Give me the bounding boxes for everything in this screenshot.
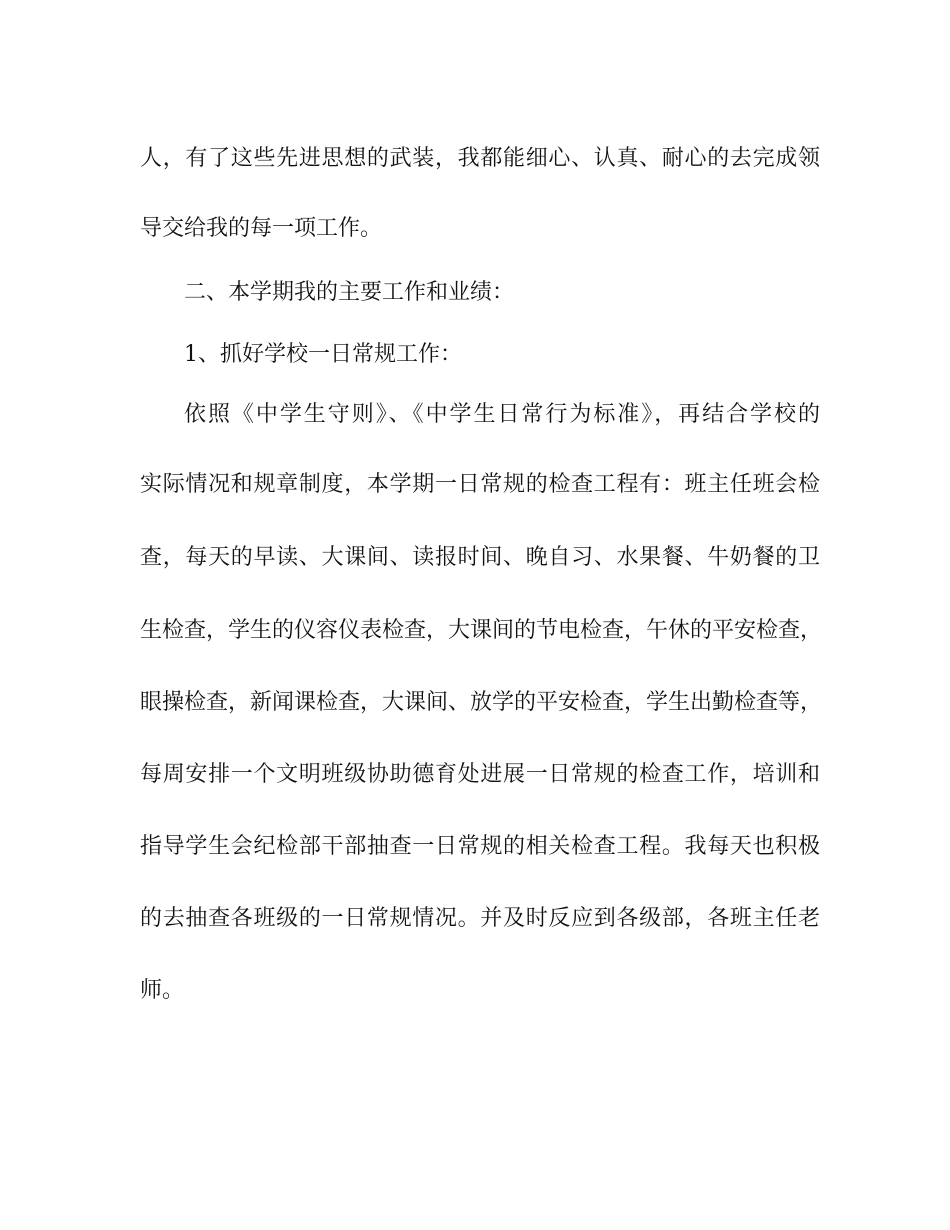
text-line-9: 眼操检查，新闻课检查，大课间、放学的平安检查，学生出勤检查等， [140, 690, 823, 715]
text-line-13: 师。 [140, 978, 185, 1003]
text-line-1: 人，有了这些先进思想的武装，我都能细心、认真、耐心的去完成领 [140, 146, 820, 171]
text-line-11: 指导学生会纪检部干部抽查一日常规的相关检查工程。我每天也积极 [140, 834, 820, 859]
text-line-8: 生检查，学生的仪容仪表检查，大课间的节电检查，午休的平安检查， [140, 618, 823, 643]
text-line-6: 实际情况和规章制度，本学期一日常规的检查工程有：班主任班会检 [140, 472, 820, 497]
text-line-12: 的去抽查各班级的一日常规情况。并及时反应到各级部，各班主任老 [140, 906, 820, 931]
text-line-7: 查，每天的早读、大课间、读报时间、晚自习、水果餐、牛奶餐的卫 [140, 545, 820, 570]
subsection-heading: 1、抓好学校一日常规工作： [184, 342, 462, 367]
text-line-2: 导交给我的每一项工作。 [140, 216, 383, 241]
section-heading: 二、本学期我的主要工作和业绩： [184, 280, 515, 305]
text-line-5: 依照《中学生守则》、《中学生日常行为标准》，再结合学校的 [184, 402, 820, 427]
text-line-10: 每周安排一个文明班级协助德育处进展一日常规的检查工作，培训和 [140, 762, 820, 787]
